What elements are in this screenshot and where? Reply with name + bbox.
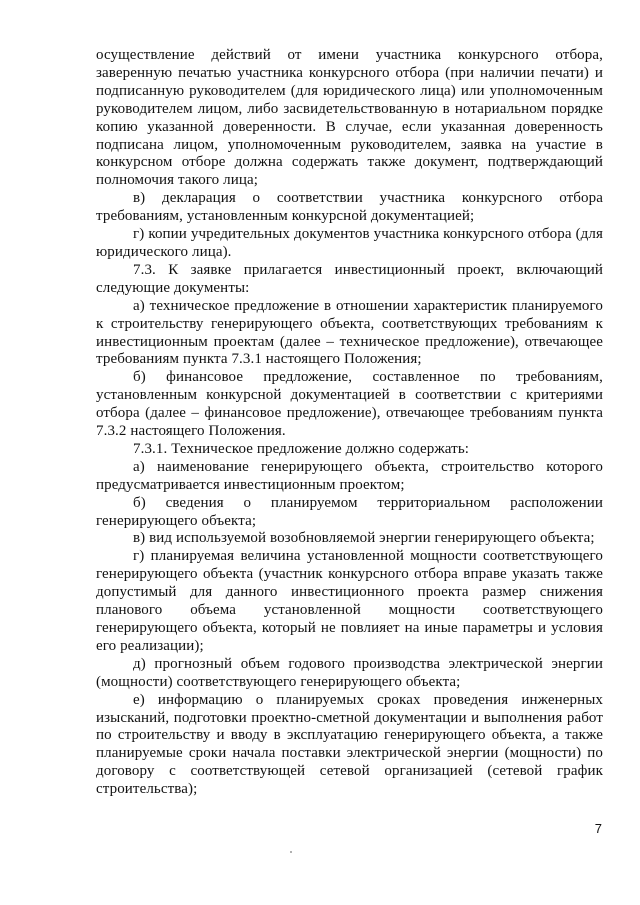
paragraph-item-v-declaration: в) декларация о соответствии участника конкурсного отбора требованиям, установленным конкурсной документацией; [96, 190, 603, 225]
paragraph-item-b-financial-proposal: б) финансовое предложение, составленное по требованиям, установленным конкурсной документацией в соответствии с критериями отбора (далее – финансовое предложение), отвечающее требованиям пункта 7.3.2 настоящего Положения. [96, 369, 603, 440]
paragraph-item-g-founding-documents: г) копии учредительных документов участника конкурсного отбора (для юридического лица). [96, 226, 603, 260]
paragraph-7-3: 7.3. К заявке прилагается инвестиционный проект, включающий следующие документы: [96, 261, 603, 296]
paragraph-power-of-attorney: осуществление действий от имени участника конкурсного отбора, заверенную печатью участника конкурсного отбора (при наличии печати) и подписанную руководителем (для юридического лица) или уполномоченным руководителем лицом, либо засвидетельствованную в нотариальном порядке копию указанной доверенности. В случае, если указанная доверенность подписана лицом, уполномоченным руководителем, заявка на участие в конкурсном отборе должна содержать также документ, подтверждающий полномочия такого лица; [96, 47, 603, 189]
paragraph-item-d-annual-production: д) прогнозный объем годового производства электрической энергии (мощности) соответствующего генерирующего объекта; [96, 655, 603, 690]
page-number: 7 [594, 821, 602, 836]
paragraph-item-a-object-name: а) наименование генерирующего объекта, строительство которого предусматривается инвестиционным проектом; [96, 458, 603, 493]
paragraph-item-a-technical-proposal: а) техническое предложение в отношении характеристик планируемого к строительству генерирующего объекта, соответствующих требованиям к инвестиционным проектам (далее – техническое предложение), отвечающее требованиям пункта 7.3.1 настоящего Положения; [96, 297, 603, 368]
document-body [96, 47, 603, 799]
paragraph-7-3-1: 7.3.1. Техническое предложение должно содержать: [133, 440, 470, 457]
paragraph-item-g-installed-capacity: г) планируемая величина установленной мощности соответствующего генерирующего объекта (участник конкурсного отбора вправе указать также допустимый для данного инвестиционного проекта размер снижения планового объема установленной мощности соответствующего генерирующего объекта, который не повлияет на иные параметры и условия его реализации); [96, 548, 603, 654]
paragraph-item-b-location: б) сведения о планируемом территориальном расположении генерирующего объекта; [96, 494, 603, 529]
paragraph-item-v-energy-type: в) вид используемой возобновляемой энергии генерирующего объекта; [133, 530, 595, 547]
paragraph-item-e-schedule: е) информацию о планируемых сроках проведения инженерных изысканий, подготовки проектно-сметной документации и выполнения работ по строительству и вводу в эксплуатацию генерирующего объекта, а также планируемые сроки начала поставки электрической энергии (мощности) по договору с соответствующей сетевой организацией (сетевой график строительства); [96, 691, 603, 798]
scan-artifact-dot [290, 851, 292, 853]
